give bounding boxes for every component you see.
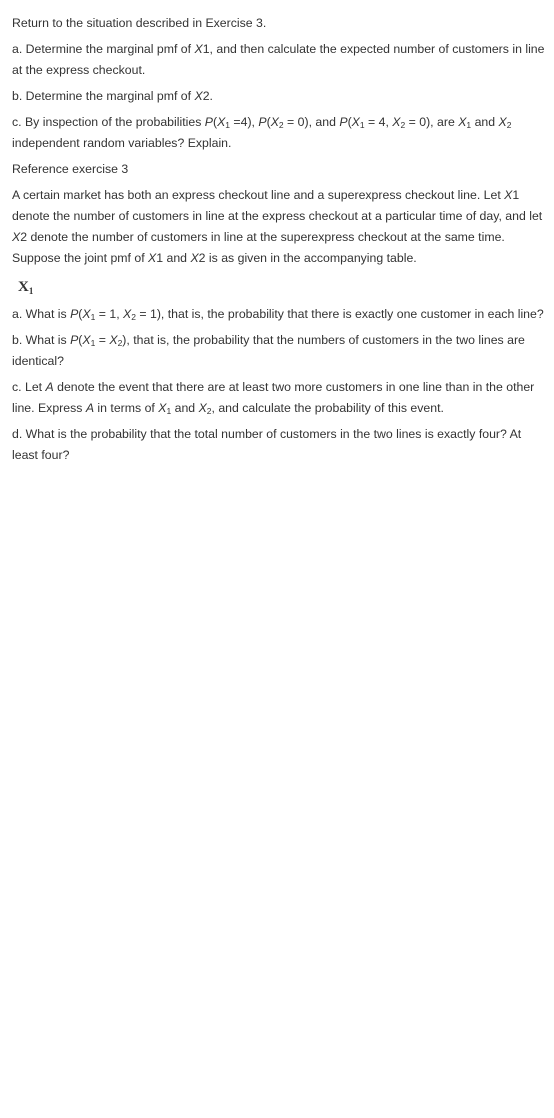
question-b: b. What is $P(X_1 = X_2)$, that is, the probability that the numbers of customers in the two lines are identical?: [12, 333, 525, 368]
table-heading: $X_1$: [18, 279, 34, 296]
question-d: d. What is the probability that the total number of customers in the two lines is exactly four? At least four?: [12, 427, 522, 462]
intro-text: Return to the situation described in Exercise 3.: [12, 16, 267, 30]
reference-body: A certain market has both an express checkout line and a superexpress checkout line. Let X1 denote the number of customers in line at the express checkout at a particular time of day, and let X2 denote the number of customers in line at the superexpress checkout at the same time. Suppose the joint pmf of X1 and X2 is as given in the accompanying table.: [12, 188, 543, 265]
exercise-content: [12, 13, 550, 466]
question-c: c. Let A denote the event that there are at least two more customers in one line than in the other line. Express A in terms of $X_1$ and $X_2$, and calculate the probability of this event.: [12, 380, 535, 416]
reference-title: Reference exercise 3: [12, 162, 129, 176]
part-b: b. Determine the marginal pmf of X2.: [12, 89, 213, 103]
question-a: a. What is $P(X_1 = 1$, $X_2 = 1$), that is, the probability that there is exactly one customer in each line?: [12, 307, 544, 322]
part-c: c. By inspection of the probabilities $P(X_1 =4)$, $P(X_2 = 0)$, and $P(X_1 = 4$, $X_2 = 0$), are $X_1$ and $X_2$ independent random variables? Explain.: [12, 115, 512, 150]
part-a: a. Determine the marginal pmf of X1, and then calculate the expected number of customers in line at the express checkout.: [12, 42, 545, 77]
